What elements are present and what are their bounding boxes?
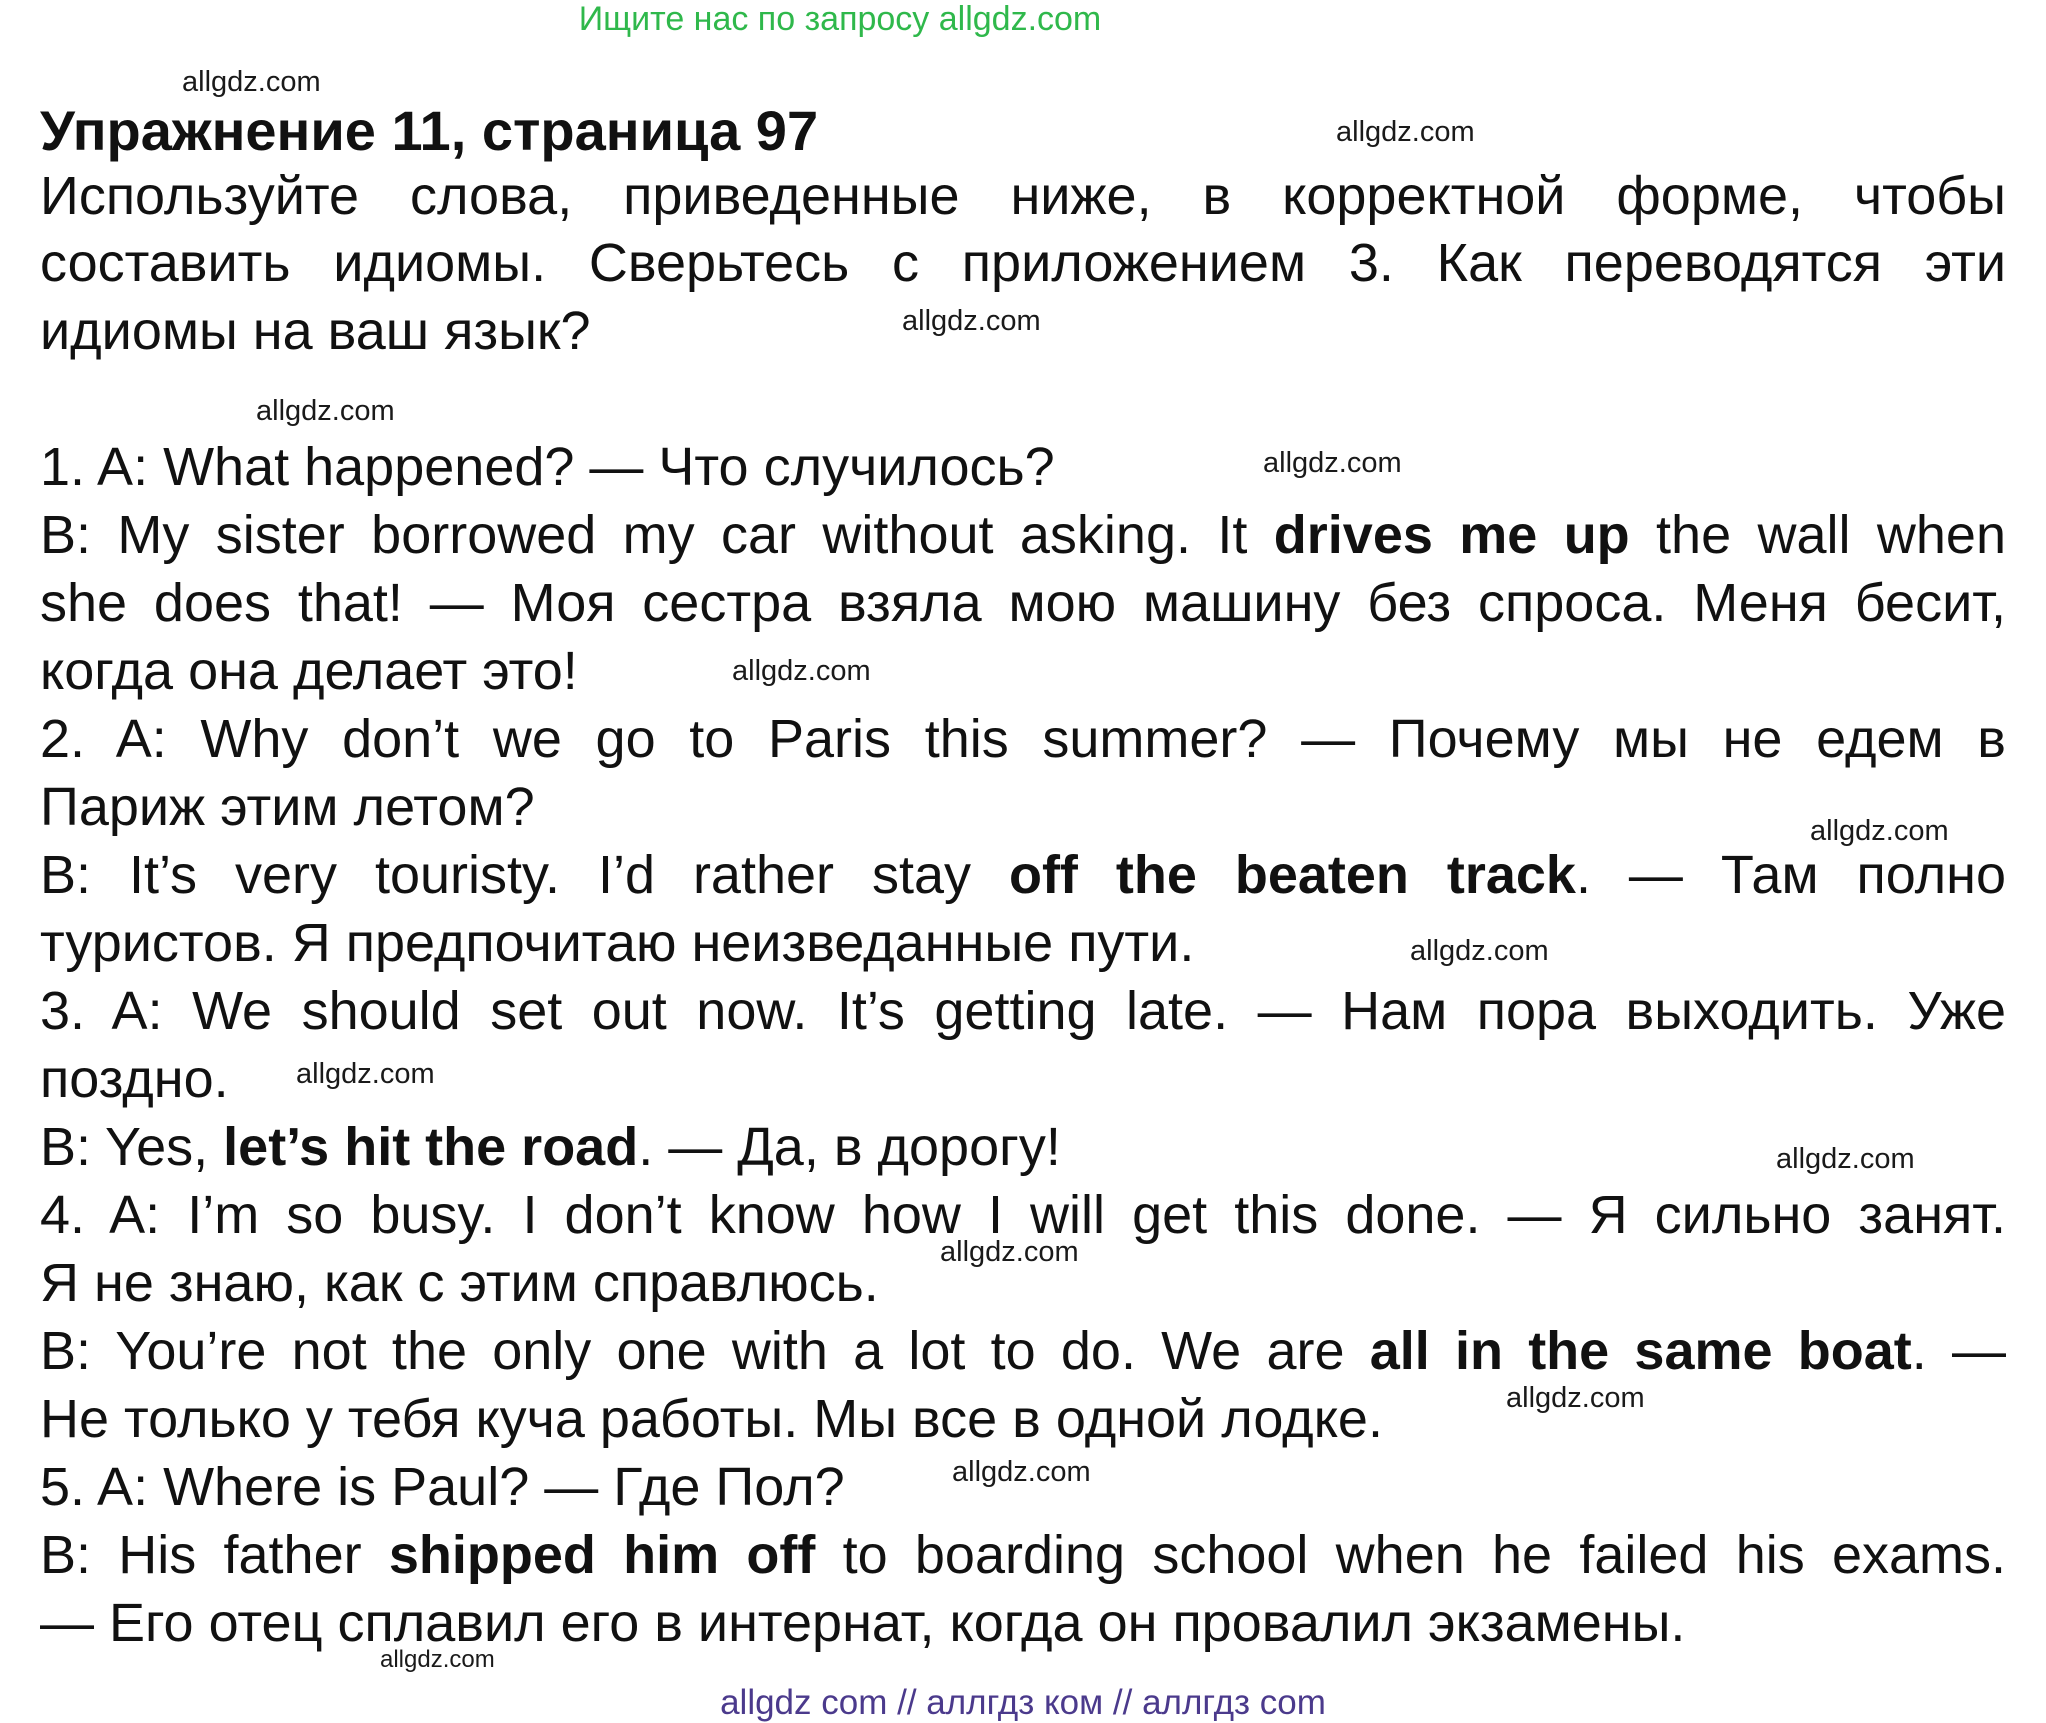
- watermark: allgdz.com: [1776, 1143, 1915, 1175]
- idiom: let’s hit the road: [223, 1117, 639, 1177]
- item-5-answer-line: — Его отец сплавил его в интернат, когда он провалил экзамены.: [40, 1593, 1686, 1653]
- instruction-line: идиомы на ваш язык?: [40, 301, 591, 361]
- item-2-answer-line: B: It’s very touristy. I’d rather stay off the beaten track. — Там полно: [40, 845, 2007, 905]
- watermark: allgdz.com: [732, 655, 871, 687]
- watermark: allgdz.com: [296, 1058, 435, 1090]
- watermark: allgdz.com: [1410, 935, 1549, 967]
- item-5-answer-line: B: His father shipped him off to boarding school when he failed his exams.: [40, 1525, 2007, 1585]
- item-4-question-line: 4. A: I’m so busy. I don’t know how I will get this done. — Я сильно занят.: [40, 1185, 2006, 1245]
- watermark: allgdz.com: [256, 395, 395, 427]
- item-4-question-line: Я не знаю, как с этим справлюсь.: [40, 1253, 879, 1313]
- item-1-answer-line: B: My sister borrowed my car without asking. It drives me up the wall when: [40, 505, 2007, 565]
- watermark: allgdz.com: [380, 1646, 495, 1673]
- watermark: allgdz.com: [952, 1456, 1091, 1488]
- watermark: allgdz.com: [902, 305, 1041, 337]
- item-1-answer-line: she does that! — Моя сестра взяла мою машину без спроса. Меня бесит,: [40, 573, 2006, 633]
- item-3-answer-line: B: Yes, let’s hit the road. — Да, в дорогу!: [40, 1117, 1061, 1177]
- instruction-line: Используйте слова, приведенные ниже, в корректной форме, чтобы: [40, 166, 2006, 226]
- exercise-title: Упражнение 11, страница 97: [40, 99, 819, 162]
- item-2-question-line: Париж этим летом?: [40, 777, 535, 837]
- item-4-answer-line: B: You’re not the only one with a lot to do. We are all in the same boat. —: [40, 1321, 2006, 1381]
- top-banner: Ищите нас по запросу allgdz.com: [578, 0, 1102, 38]
- watermark: allgdz.com: [940, 1236, 1079, 1268]
- watermark: allgdz.com: [1263, 447, 1402, 479]
- item-4-answer-line: Не только у тебя куча работы. Мы все в одной лодке.: [40, 1389, 1383, 1449]
- item-1-question: 1. A: What happened? — Что случилось?: [40, 437, 1055, 497]
- item-1-answer-line: когда она делает это!: [40, 641, 578, 701]
- watermark: allgdz.com: [1810, 815, 1949, 847]
- watermark: allgdz.com: [1506, 1382, 1645, 1414]
- idiom: shipped him off: [388, 1525, 816, 1585]
- instruction-line: составить идиомы. Сверьтесь с приложением 3. Как переводятся эти: [40, 233, 2006, 293]
- watermark: allgdz.com: [1336, 116, 1475, 148]
- watermark: allgdz.com: [182, 66, 321, 98]
- idiom: drives me up: [1273, 505, 1630, 565]
- item-2-question-line: 2. A: Why don’t we go to Paris this summer? — Почему мы не едем в: [40, 709, 2006, 769]
- item-3-question-line: 3. A: We should set out now. It’s getting late. — Нам пора выходить. Уже: [40, 981, 2006, 1041]
- footer-links: allgdz com // аллгдз ком // аллгдз com: [720, 1683, 1326, 1722]
- item-5-question: 5. A: Where is Paul? — Где Пол?: [40, 1457, 845, 1517]
- item-2-answer-line: туристов. Я предпочитаю неизведанные пути.: [40, 913, 1195, 973]
- item-3-question-line: поздно.: [40, 1049, 229, 1109]
- idiom: all in the same boat: [1369, 1321, 1912, 1381]
- idiom: off the beaten track: [1008, 845, 1576, 905]
